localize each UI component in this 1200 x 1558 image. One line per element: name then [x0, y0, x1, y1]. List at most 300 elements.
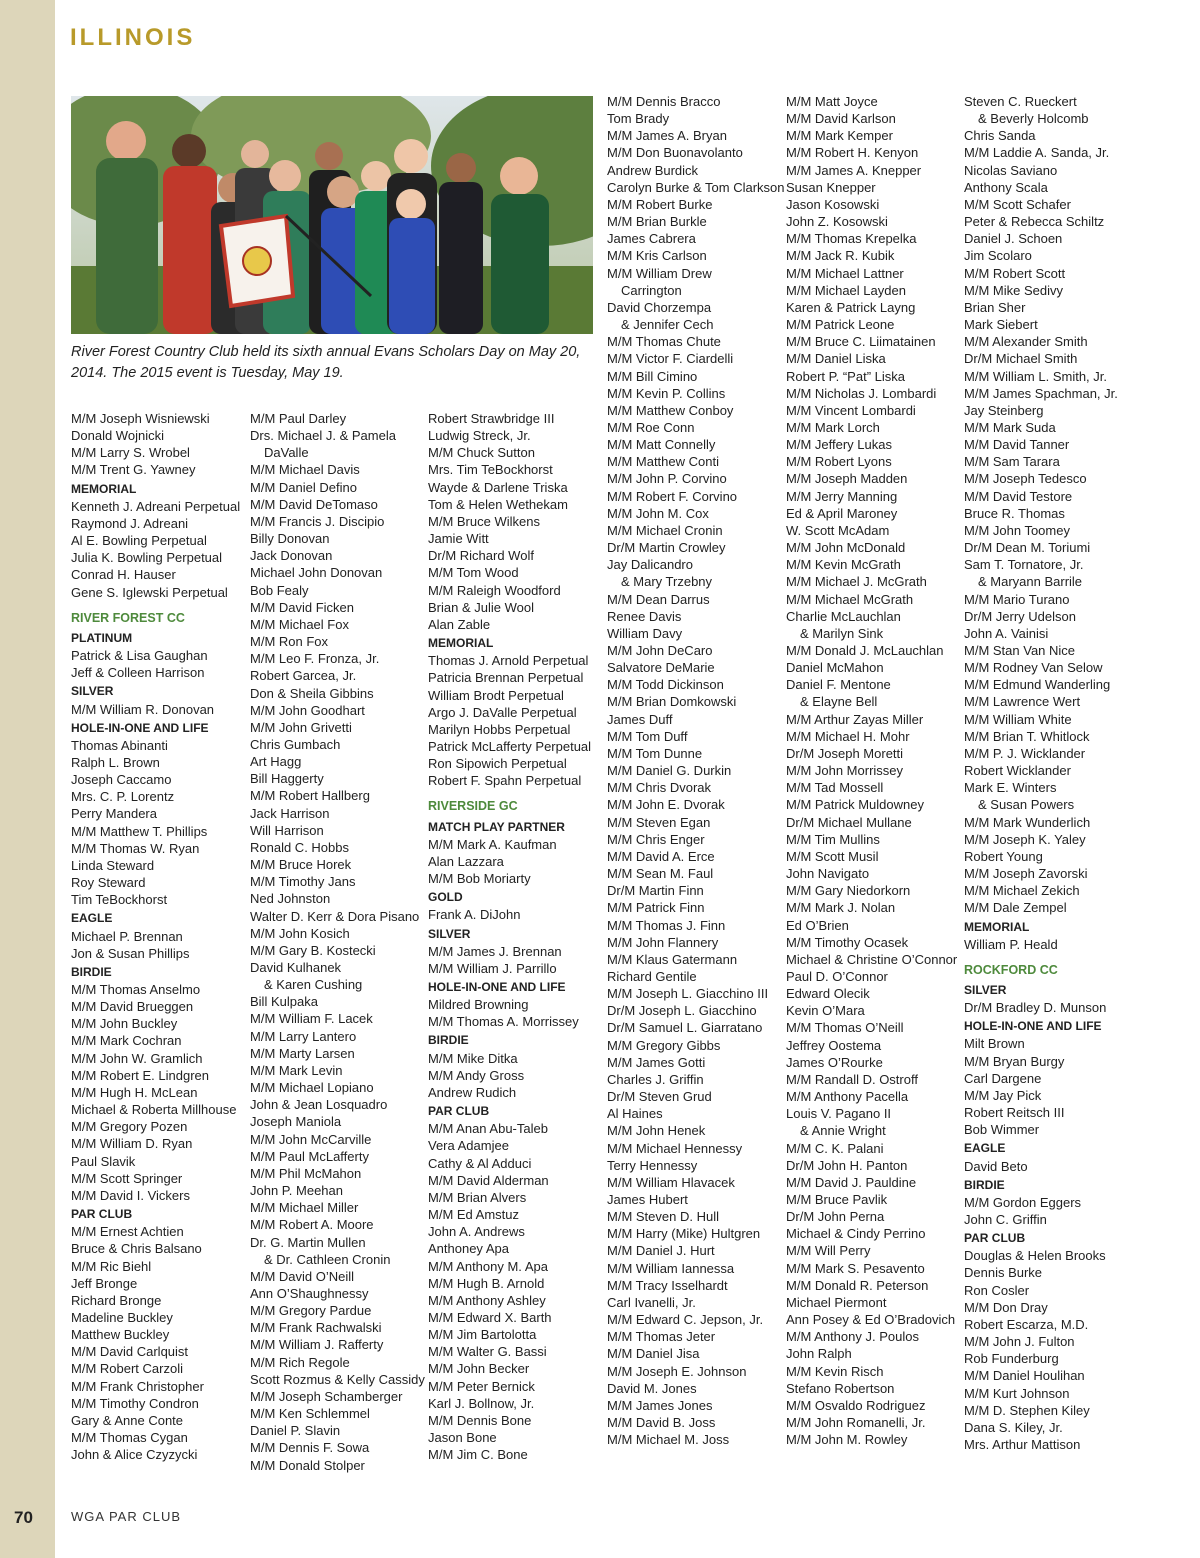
donor-name: Brian & Julie Wool: [428, 599, 534, 615]
donor-name: Michael Piermont: [786, 1294, 887, 1310]
donor-name: Paul Slavik: [71, 1153, 136, 1169]
donor-name: M/M Mark Kemper: [786, 128, 893, 144]
donor-name: M/M Joseph Zavorski: [964, 866, 1088, 882]
donor-name: M/M William Hlavacek: [607, 1174, 735, 1190]
donor-name: M/M Timothy Jans: [250, 874, 356, 890]
donor-name: Andrew Burdick: [607, 162, 699, 178]
donor-name: M/M Kevin Risch: [786, 1363, 884, 1379]
donor-name: Vera Adamjee: [428, 1138, 509, 1154]
donor-name: Tom Brady: [607, 111, 670, 127]
donor-name: John Ralph: [786, 1346, 852, 1362]
donor-name: M/M Tom Wood: [428, 565, 519, 581]
donor-name: M/M David A. Erce: [607, 848, 715, 864]
donor-name: M/M Donald R. Peterson: [786, 1277, 929, 1293]
donor-name: M/M Anthony Ashley: [428, 1292, 546, 1308]
donor-name: Bruce & Chris Balsano: [71, 1241, 202, 1257]
donor-name: Madeline Buckley: [71, 1309, 173, 1325]
donor-name: M/M Tad Mossell: [786, 780, 884, 796]
donor-name: Ludwig Streck, Jr.: [428, 428, 531, 444]
donor-name: M/M Joseph Tedesco: [964, 471, 1087, 487]
tier-heading: SILVER: [71, 684, 114, 699]
donor-name: M/M Kurt Johnson: [964, 1385, 1070, 1401]
donor-name: M/M David Tanner: [964, 437, 1070, 453]
donor-name: Art Hagg: [250, 754, 302, 770]
donor-name: M/M David Carlquist: [71, 1344, 189, 1360]
donor-name: M/M Daniel Houlihan: [964, 1368, 1085, 1384]
donor-column-5: [786, 93, 962, 1448]
donor-name: Gene S. Iglewski Perpetual: [71, 584, 228, 600]
donor-name: Thomas J. Arnold Perpetual: [428, 653, 589, 669]
tier-heading: BIRDIE: [71, 964, 112, 979]
donor-name: M/M Alexander Smith: [964, 334, 1088, 350]
donor-name: M/M Robert Scott: [964, 265, 1066, 281]
donor-name: M/M Raleigh Woodford: [428, 582, 561, 598]
donor-name: Susan Knepper: [786, 179, 876, 195]
donor-name-continuation: & Beverly Holcomb: [978, 111, 1089, 127]
donor-name: M/M Thomas Anselmo: [71, 982, 201, 997]
donor-name: M/M Trent G. Yawney: [71, 462, 196, 478]
donor-name: Mrs. Tim TeBockhorst: [428, 462, 553, 478]
donor-name: M/M John DeCaro: [607, 643, 713, 658]
donor-name: William P. Heald: [964, 936, 1058, 952]
donor-name: Robert P. “Pat” Liska: [786, 368, 905, 384]
donor-name: John & Alice Czyzycki: [71, 1447, 198, 1463]
donor-name: Perry Mandera: [71, 806, 157, 822]
donor-name: M/M Robert Burke: [607, 196, 713, 212]
donor-name: M/M Daniel Liska: [786, 351, 886, 367]
donor-name: M/M Mark S. Pesavento: [786, 1260, 925, 1276]
donor-name-continuation: & Maryann Barrile: [978, 574, 1083, 590]
donor-name: M/M David Karlson: [786, 111, 896, 127]
donor-name: M/M Arthur Zayas Miller: [786, 711, 924, 727]
donor-name: M/M Patrick Leone: [786, 317, 895, 333]
donor-name: Joseph Caccamo: [71, 772, 172, 788]
donor-name: M/M John E. Dvorak: [607, 797, 725, 813]
donor-name: M/M Klaus Gatermann: [607, 951, 738, 967]
footer-label: WGA PAR CLUB: [71, 1509, 182, 1524]
donor-name: Alan Zable: [428, 616, 491, 632]
donor-name: Sam T. Tornatore, Jr.: [964, 557, 1084, 573]
donor-name: M/M Timothy Ocasek: [786, 934, 909, 950]
donor-name: M/M Victor F. Ciardelli: [607, 351, 734, 367]
donor-name: M/M Robert A. Moore: [250, 1217, 374, 1233]
donor-name: Dr. G. Martin Mullen: [250, 1234, 366, 1250]
tier-heading: EAGLE: [964, 1141, 1006, 1156]
donor-name: M/M Randall D. Ostroff: [786, 1071, 918, 1087]
donor-name: Patrick & Lisa Gaughan: [71, 648, 208, 664]
donor-name: Richard Bronge: [71, 1292, 162, 1308]
donor-name: M/M Donald J. McLauchlan: [786, 643, 944, 658]
donor-name: Michael & Christine O’Connor: [786, 951, 958, 967]
donor-name: M/M Mark Levin: [250, 1062, 343, 1078]
donor-name: M/M Michael Fox: [250, 616, 349, 632]
donor-name: Jason Kosowski: [786, 196, 880, 212]
donor-name: Bob Fealy: [250, 582, 309, 598]
donor-name: M/M Gordon Eggers: [964, 1194, 1082, 1210]
donor-name: M/M William L. Smith, Jr.: [964, 368, 1108, 384]
donor-name: Jay Steinberg: [964, 402, 1044, 418]
donor-name: M/M Ric Biehl: [71, 1258, 152, 1274]
donor-name: M/M Bruce Horek: [250, 857, 352, 873]
donor-name: M/M Mike Sedivy: [964, 282, 1063, 298]
donor-name: M/M Andy Gross: [428, 1067, 525, 1083]
donor-name: M/M Vincent Lombardi: [786, 402, 916, 418]
donor-name: Dennis Burke: [964, 1265, 1043, 1281]
donor-name: M/M Hugh H. McLean: [71, 1084, 198, 1100]
donor-name: M/M Edward X. Barth: [428, 1309, 552, 1325]
donor-name: M/M Bruce Wilkens: [428, 513, 540, 529]
donor-name: M/M John Buckley: [71, 1016, 178, 1032]
donor-name: M/M Michael Lattner: [786, 265, 904, 281]
donor-name: Paul D. O’Connor: [786, 968, 888, 984]
donor-name: M/M Anthony J. Poulos: [786, 1329, 919, 1345]
donor-name: M/M David O’Neill: [250, 1268, 355, 1284]
donor-name: Bill Haggerty: [250, 771, 324, 787]
donor-name: M/M Daniel J. Hurt: [607, 1243, 715, 1259]
donor-name: M/M William J. Parrillo: [428, 960, 557, 976]
donor-name-continuation: & Karen Cushing: [264, 977, 363, 993]
donor-name: Tim TeBockhorst: [71, 892, 168, 908]
donor-name: Dr/M Joseph Moretti: [786, 745, 904, 761]
donor-name: M/M Bruce C. Liimatainen: [786, 334, 936, 350]
donor-name: Dr/M Joseph L. Giacchino: [607, 1003, 757, 1019]
group-photo: [71, 96, 593, 334]
donor-name: M/M William F. Lacek: [250, 1011, 373, 1027]
donor-name: M/M Mark Cochran: [71, 1033, 182, 1049]
donor-name: M/M Mark J. Nolan: [786, 900, 896, 916]
donor-name: M/M Mark Lorch: [786, 419, 880, 435]
donor-name: M/M Don Dray: [964, 1299, 1048, 1315]
donor-name: M/M John McDonald: [786, 540, 906, 556]
donor-name: Robert F. Spahn Perpetual: [428, 773, 582, 789]
donor-name: Walter D. Kerr & Dora Pisano: [250, 908, 420, 924]
donor-name: M/M P. J. Wicklander: [964, 745, 1086, 761]
donor-name-continuation: & Elayne Bell: [800, 694, 878, 710]
donor-name: Mrs. Arthur Mattison: [964, 1437, 1081, 1453]
donor-name-continuation: DaValle: [264, 445, 309, 461]
donor-name: Jay Dalicandro: [607, 557, 693, 573]
donor-name: Bill Kulpaka: [250, 994, 318, 1010]
donor-name: Carl Ivanelli, Jr.: [607, 1294, 696, 1310]
donor-name: M/M Michael McGrath: [786, 591, 914, 607]
donor-name: Ned Johnston: [250, 891, 331, 907]
donor-name: M/M Peter Bernick: [428, 1378, 535, 1394]
donor-name: Mark E. Winters: [964, 780, 1057, 796]
donor-name: M/M John Goodhart: [250, 702, 365, 718]
donor-name: Dr/M Samuel L. Giarratano: [607, 1020, 763, 1036]
donor-name: M/M Anthony Pacella: [786, 1089, 909, 1105]
tier-heading: MEMORIAL: [428, 636, 494, 651]
tier-heading: HOLE-IN-ONE AND LIFE: [428, 980, 566, 994]
donor-name: M/M Tracy Isselhardt: [607, 1277, 728, 1293]
donor-name: M/M Robert Hallberg: [250, 788, 370, 804]
donor-name: M/M William R. Donovan: [71, 701, 215, 717]
donor-name: Salvatore DeMarie: [607, 660, 715, 676]
donor-name: M/M Robert Lyons: [786, 454, 892, 470]
donor-name: M/M Steven Egan: [607, 814, 711, 830]
donor-name: M/M James A. Bryan: [607, 128, 727, 144]
club-heading: ROCKFORD CC: [964, 962, 1058, 977]
donor-name: M/M Thomas A. Morrissey: [428, 1014, 579, 1030]
donor-name: Dr/M Martin Finn: [607, 883, 704, 899]
donor-name: M/M Nicholas J. Lombardi: [786, 385, 937, 401]
donor-name: M/M Anan Abu-Taleb: [428, 1121, 548, 1137]
donor-name: Jeffrey Oostema: [786, 1037, 882, 1053]
donor-name: M/M Timothy Condron: [71, 1395, 199, 1411]
donor-name: Bruce R. Thomas: [964, 505, 1065, 521]
donor-name: Daniel F. Mentone: [786, 677, 891, 693]
donor-name: M/M Brian Alvers: [428, 1189, 527, 1205]
donor-name: Dr/M Dean M. Toriumi: [964, 540, 1091, 556]
donor-name: M/M Matt Connelly: [607, 437, 716, 453]
donor-name: Michael & Roberta Millhouse: [71, 1102, 237, 1118]
donor-name: Conrad H. Hauser: [71, 567, 176, 583]
donor-name: M/M Paul McLafferty: [250, 1148, 369, 1164]
donor-name: Dana S. Kiley, Jr.: [964, 1419, 1063, 1435]
donor-name: Brian Sher: [964, 299, 1026, 315]
donor-name: M/M Steven D. Hull: [607, 1209, 719, 1225]
donor-name: Mildred Browning: [428, 997, 529, 1013]
donor-name: Stefano Robertson: [786, 1380, 895, 1396]
donor-name: M/M Jim C. Bone: [428, 1447, 528, 1463]
donor-name: Gary & Anne Conte: [71, 1412, 184, 1428]
donor-name: M/M Don Buonavolanto: [607, 145, 743, 161]
donor-name: M/M Chris Enger: [607, 831, 705, 847]
donor-name: Billy Donovan: [250, 531, 330, 547]
donor-name: Alan Lazzara: [428, 853, 504, 869]
donor-name: Joseph Maniola: [250, 1114, 342, 1130]
donor-name: Renee Davis: [607, 608, 682, 624]
donor-name: Mark Siebert: [964, 317, 1038, 333]
donor-name: Cathy & Al Adduci: [428, 1155, 532, 1171]
donor-name: M/M Gary B. Kostecki: [250, 942, 376, 958]
donor-name: John A. Vainisi: [964, 625, 1049, 641]
donor-name: W. Scott McAdam: [786, 522, 890, 538]
donor-name: M/M Rodney Van Selow: [964, 660, 1103, 676]
donor-name: Dr/M Michael Mullane: [786, 814, 912, 830]
donor-name: M/M Brian Domkowski: [607, 694, 737, 710]
donor-name: M/M William D. Ryan: [71, 1136, 193, 1152]
donor-name: M/M Mark A. Kaufman: [428, 836, 557, 852]
donor-name: M/M James Spachman, Jr.: [964, 385, 1118, 401]
donor-name: Douglas & Helen Brooks: [964, 1248, 1106, 1264]
donor-name: M/M Larry S. Wrobel: [71, 445, 190, 461]
donor-name: M/M Tom Duff: [607, 728, 688, 744]
donor-name: M/M Scott Musil: [786, 848, 879, 864]
donor-name: Patrick McLafferty Perpetual: [428, 738, 592, 754]
donor-name: M/M Brian T. Whitlock: [964, 728, 1090, 744]
donor-name: Wayde & Darlene Triska: [428, 479, 568, 495]
donor-name: Michael & Cindy Perrino: [786, 1226, 926, 1242]
donor-name: Chris Sanda: [964, 128, 1036, 144]
tier-heading: MEMORIAL: [71, 481, 137, 496]
donor-name: M/M David B. Joss: [607, 1415, 716, 1431]
donor-name: M/M Kris Carlson: [607, 248, 707, 264]
donor-name: M/M William Drew: [607, 265, 712, 281]
donor-name-continuation: Carrington: [621, 282, 682, 298]
donor-name: M/M Chris Dvorak: [607, 780, 712, 796]
donor-name: M/M Kevin McGrath: [786, 557, 901, 573]
donor-name: M/M John M. Rowley: [786, 1432, 908, 1448]
donor-name: M/M Michael M. Joss: [607, 1432, 730, 1448]
donor-name: M/M William J. Rafferty: [250, 1337, 384, 1353]
donor-name: M/M David Testore: [964, 488, 1073, 504]
donor-name-continuation: & Annie Wright: [800, 1123, 886, 1139]
donor-name: M/M Daniel Defino: [250, 479, 357, 495]
donor-name: M/M Kevin P. Collins: [607, 385, 726, 401]
donor-name: M/M John McCarville: [250, 1131, 372, 1147]
donor-name: M/M David DeTomaso: [250, 496, 378, 512]
donor-name: Karen & Patrick Layng: [786, 299, 916, 315]
donor-column-1: [71, 410, 247, 1463]
donor-name: Louis V. Pagano II: [786, 1106, 892, 1122]
donor-name: M/M David J. Pauldine: [786, 1174, 917, 1190]
donor-name: M/M James Gotti: [607, 1054, 706, 1070]
donor-name: Jeff Bronge: [71, 1275, 138, 1291]
donor-name: M/M Scott Schafer: [964, 196, 1071, 212]
donor-name: M/M Lawrence Wert: [964, 694, 1081, 710]
donor-name: M/M Jeffery Lukas: [786, 437, 892, 453]
donor-name: M/M William White: [964, 711, 1072, 727]
donor-name: Will Harrison: [250, 822, 324, 838]
donor-name: M/M Thomas J. Finn: [607, 917, 726, 933]
donor-name: Ed O’Brien: [786, 917, 849, 933]
donor-name-continuation: & Marilyn Sink: [800, 625, 884, 641]
donor-name: James O’Rourke: [786, 1054, 883, 1070]
donor-name: Al Haines: [607, 1106, 663, 1122]
donor-name: Thomas Abinanti: [71, 737, 168, 753]
donor-name: David M. Jones: [607, 1380, 697, 1396]
donor-name: M/M Edward C. Jepson, Jr.: [607, 1312, 764, 1328]
donor-name: M/M Walter G. Bassi: [428, 1344, 547, 1360]
donor-name: Dr/M Jerry Udelson: [964, 608, 1076, 624]
donor-name: M/M Joseph K. Yaley: [964, 831, 1086, 847]
donor-name: M/M Sam Tarara: [964, 454, 1060, 470]
donor-name: M/M Joseph E. Johnson: [607, 1363, 747, 1379]
donor-name: M/M Ken Schlemmel: [250, 1406, 370, 1422]
donor-name: M/M John Toomey: [964, 522, 1070, 538]
donor-name: Charles J. Griffin: [607, 1071, 704, 1087]
donor-name: M/M Gregory Pozen: [71, 1119, 188, 1135]
donor-name: M/M John P. Corvino: [607, 471, 727, 487]
donor-name: M/M Gregory Pardue: [250, 1303, 372, 1319]
donor-name: Patricia Brennan Perpetual: [428, 670, 584, 686]
donor-name: M/M Mark Suda: [964, 419, 1056, 435]
donor-name: Andrew Rudich: [428, 1084, 517, 1100]
donor-name-continuation: & Jennifer Cech: [621, 317, 714, 333]
donor-name: M/M Michael H. Mohr: [786, 728, 910, 744]
donor-name: M/M John Henek: [607, 1123, 706, 1139]
donor-name: M/M James J. Brennan: [428, 943, 562, 959]
donor-name: M/M D. Stephen Kiley: [964, 1402, 1090, 1418]
club-heading: RIVERSIDE GC: [428, 799, 518, 814]
donor-name: Charlie McLauchlan: [786, 608, 901, 624]
donor-name: M/M Gary Niedorkorn: [786, 883, 911, 899]
donor-name: Mrs. C. P. Lorentz: [71, 789, 175, 805]
donor-name: M/M Harry (Mike) Hultgren: [607, 1226, 761, 1242]
donor-name: David Chorzempa: [607, 299, 712, 315]
donor-name: M/M William Iannessa: [607, 1260, 735, 1276]
donor-name: Michael P. Brennan: [71, 928, 183, 944]
donor-name: M/M Matthew T. Phillips: [71, 823, 208, 839]
donor-name: Kevin O’Mara: [786, 1003, 865, 1019]
donor-name: James Duff: [607, 711, 673, 727]
donor-name: M/M Mark Wunderlich: [964, 814, 1091, 830]
donor-name: M/M Roe Conn: [607, 419, 695, 435]
donor-name: Tom & Helen Wethekam: [428, 496, 568, 512]
donor-name: M/M Mario Turano: [964, 591, 1070, 607]
donor-name: M/M Michael Zekich: [964, 883, 1080, 899]
donor-name: Frank A. DiJohn: [428, 907, 521, 923]
donor-name: M/M Jay Pick: [964, 1087, 1042, 1103]
donor-name: M/M Dean Darrus: [607, 591, 710, 607]
donor-name: M/M C. K. Palani: [786, 1140, 884, 1156]
donor-name: David Beto: [964, 1158, 1028, 1174]
donor-name: Argo J. DaValle Perpetual: [428, 704, 577, 720]
donor-name: M/M Hugh B. Arnold: [428, 1275, 545, 1291]
donor-name: M/M Michael Lopiano: [250, 1080, 374, 1096]
donor-name: Drs. Michael J. & Pamela: [250, 428, 396, 444]
donor-name: Karl J. Bollnow, Jr.: [428, 1395, 535, 1411]
donor-name: M/M Will Perry: [786, 1243, 871, 1259]
donor-name: Carolyn Burke & Tom Clarkson: [607, 179, 785, 195]
donor-name: M/M Robert F. Corvino: [607, 488, 738, 504]
donor-name: M/M Thomas Krepelka: [786, 231, 917, 247]
tier-heading: PLATINUM: [71, 630, 133, 645]
donor-name: M/M Thomas Chute: [607, 334, 721, 350]
donor-name: Daniel J. Schoen: [964, 231, 1063, 247]
donor-name: Jim Scolaro: [964, 248, 1032, 264]
donor-name: M/M Jack R. Kubik: [786, 248, 895, 264]
donor-name-continuation: & Dr. Cathleen Cronin: [264, 1251, 391, 1267]
donor-name: M/M Joseph Madden: [786, 471, 908, 487]
donor-name: M/M John J. Fulton: [964, 1334, 1075, 1350]
donor-name: Jon & Susan Phillips: [71, 945, 190, 961]
donor-name: M/M Robert H. Kenyon: [786, 145, 919, 161]
donor-name: Bob Wimmer: [964, 1122, 1040, 1138]
donor-name: M/M Joseph Schamberger: [250, 1388, 403, 1404]
donor-name: M/M Michael Miller: [250, 1200, 359, 1216]
donor-name: Robert Reitsch III: [964, 1105, 1065, 1121]
donor-name: Al E. Bowling Perpetual: [71, 533, 207, 549]
donor-name: John C. Griffin: [964, 1212, 1047, 1227]
donor-name: M/M Ron Fox: [250, 634, 329, 650]
donor-name: Peter & Rebecca Schiltz: [964, 214, 1105, 230]
donor-name: M/M Bryan Burgy: [964, 1053, 1065, 1069]
donor-name: John A. Andrews: [428, 1224, 525, 1240]
donor-name: Chris Gumbach: [250, 736, 341, 752]
donor-name: M/M James A. Knepper: [786, 162, 922, 178]
donor-name: M/M Joseph Wisniewski: [71, 411, 210, 426]
donor-name: M/M John Becker: [428, 1361, 530, 1377]
donor-name: M/M Edmund Wanderling: [964, 677, 1111, 693]
donor-name: M/M Dennis F. Sowa: [250, 1440, 370, 1456]
donor-name: M/M Patrick Muldowney: [786, 797, 924, 813]
donor-name: Jack Harrison: [250, 805, 330, 821]
donor-name: James Cabrera: [607, 231, 696, 247]
donor-name: Edward Olecik: [786, 986, 870, 1002]
donor-name: M/M Ernest Achtien: [71, 1224, 184, 1240]
donor-name: Robert Escarza, M.D.: [964, 1316, 1089, 1332]
donor-name: Anthoney Apa: [428, 1241, 509, 1257]
tier-heading: PAR CLUB: [428, 1104, 490, 1119]
donor-name-continuation: & Susan Powers: [978, 797, 1075, 813]
club-heading: RIVER FOREST CC: [71, 610, 185, 625]
donor-name: Dr/M John Perna: [786, 1209, 885, 1225]
donor-name: M/M John M. Cox: [607, 505, 709, 521]
donor-name: M/M Anthony M. Apa: [428, 1258, 548, 1274]
donor-name: Richard Gentile: [607, 968, 697, 984]
